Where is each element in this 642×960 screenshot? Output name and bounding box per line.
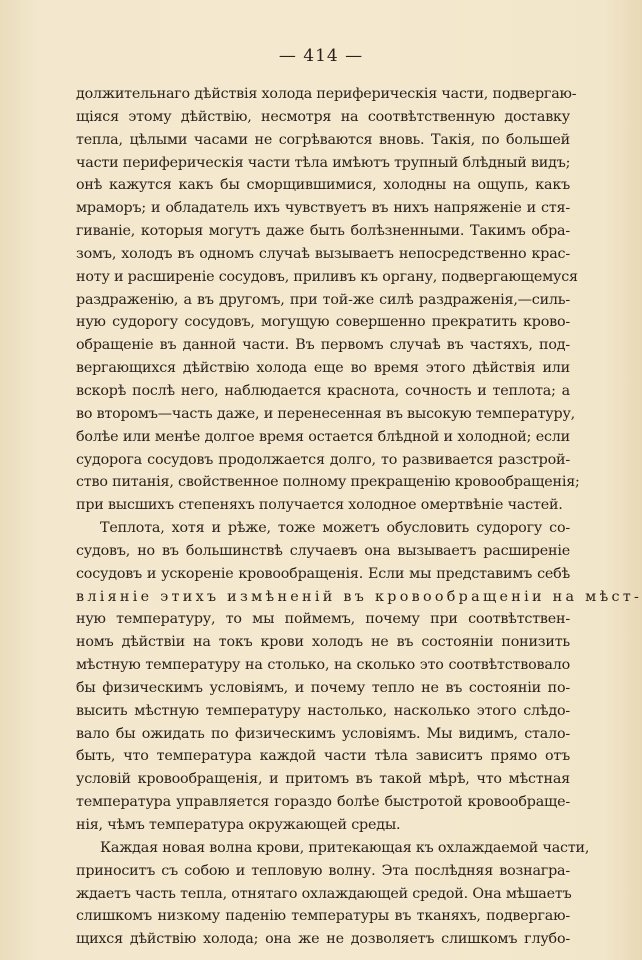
text-line: вало бы ожидать по физическимъ условіямъ. Мы видимъ, стало- — [76, 725, 570, 742]
text-line: температура управляется гораздо болѣе быстротой кровообраще- — [76, 794, 570, 811]
text-line: вергающихся дѣйствію холода еще во время этого дѣйствія или — [76, 360, 570, 377]
text-line: высить мѣстную температуру настолько, насколько этого слѣдо- — [76, 702, 570, 719]
text-line: бы физическимъ условіямъ, и почему тепло не въ состояніи по- — [76, 679, 570, 696]
text-line: обращеніе въ данной части. Въ первомъ случаѣ въ частяхъ, под- — [76, 337, 570, 354]
text-line: судовъ, но въ большинствѣ случаевъ она вызываетъ расширеніе — [76, 542, 570, 559]
text-line: приноситъ съ собою и тепловую волну. Эта послѣдняя вознагра- — [76, 862, 570, 879]
emphasized-text-line: вліяніе этихъ измѣненій въ кровообращеніи на мѣст- — [76, 588, 642, 605]
text-line: раздраженію, а въ другомъ, при той-же силѣ раздраженія,—силь- — [76, 291, 570, 308]
paragraph-end-line: при высшихъ степеняхъ получается холодное омертвѣніе частей. — [76, 497, 563, 514]
text-line: номъ дѣйствіи на токъ крови холодъ не въ состояніи понизить — [76, 634, 570, 651]
text-line: щіяся этому дѣйствію, несмотря на соотвѣтственную доставку — [76, 108, 570, 125]
paragraph-start-line: Теплота, хотя и рѣже, тоже можетъ обусловить судорогу со- — [100, 520, 570, 537]
paragraph-end-line: нія, чѣмъ температура окружающей среды. — [76, 817, 401, 833]
paragraph-start-line: Каждая новая волна крови, притекающая къ охлаждаемой части, — [100, 839, 590, 856]
text-line: ство питанія, свойственное полному прекращенію кровообращенія; — [76, 474, 580, 491]
text-line: вскорѣ послѣ него, наблюдается краснота, сочность и теплота; а — [76, 382, 570, 399]
text-line: ную судорогу сосудовъ, могущую совершенно прекратить крово- — [76, 314, 570, 331]
text-line: онѣ кажутся какъ бы сморщившимися, холодны на ощупь, какъ — [76, 177, 570, 194]
text-line: части периферическія части тѣла имѣютъ трупный блѣдный видъ; — [76, 154, 571, 171]
text-line: ноту и расширеніе сосудовъ, приливъ къ органу, подвергающемуся — [76, 268, 578, 285]
text-line: быть, что температура каждой части тѣла зависитъ прямо отъ — [76, 748, 570, 765]
text-line: мѣстную температуру на столько, на сколько это соотвѣтствовало — [76, 657, 570, 674]
text-line: тепла, цѣлыми часами не согрѣваются вновь. Такія, по большей — [76, 131, 570, 148]
text-line: сосудовъ и ускореніе кровообращенія. Если мы представимъ себѣ — [76, 565, 570, 582]
text-line: болѣе или менѣе долгое время остается блѣдной и холодной; если — [76, 428, 570, 445]
text-line: слишкомъ низкому паденію температуры въ тканяхъ, подвергаю- — [76, 908, 570, 925]
text-line: зомъ, холодъ въ одномъ случаѣ вызываетъ непосредственно крас- — [76, 245, 570, 262]
text-line: щихся дѣйствію холода; она же не дозволяетъ слишкомъ глубо- — [76, 931, 570, 948]
text-line: ждаетъ часть тепла, отнятаго охлаждающей средой. Она мѣшаетъ — [76, 885, 572, 902]
page-body-text — [76, 83, 642, 951]
text-line: во второмъ—часть даже, и перенесенная въ высокую температуру, — [76, 405, 576, 422]
text-line: условій кровообращенія, и притомъ въ такой мѣрѣ, что мѣстная — [76, 771, 570, 788]
text-line: мраморъ; и обладатель ихъ чувствуетъ въ нихъ напряженіе и стя- — [76, 200, 570, 217]
page-number: — 414 — — [278, 46, 364, 66]
text-line: судорога сосудовъ продолжается долго, то развивается разстрой- — [76, 451, 570, 468]
text-line: должительнаго дѣйствія холода периферическія части, подвергаю- — [76, 86, 577, 102]
text-line: гиваніе, которыя могутъ даже быть болѣзненными. Такимъ обра- — [76, 223, 570, 240]
text-line: ную температуру, то мы поймемъ, почему при соотвѣтствен- — [76, 611, 570, 628]
